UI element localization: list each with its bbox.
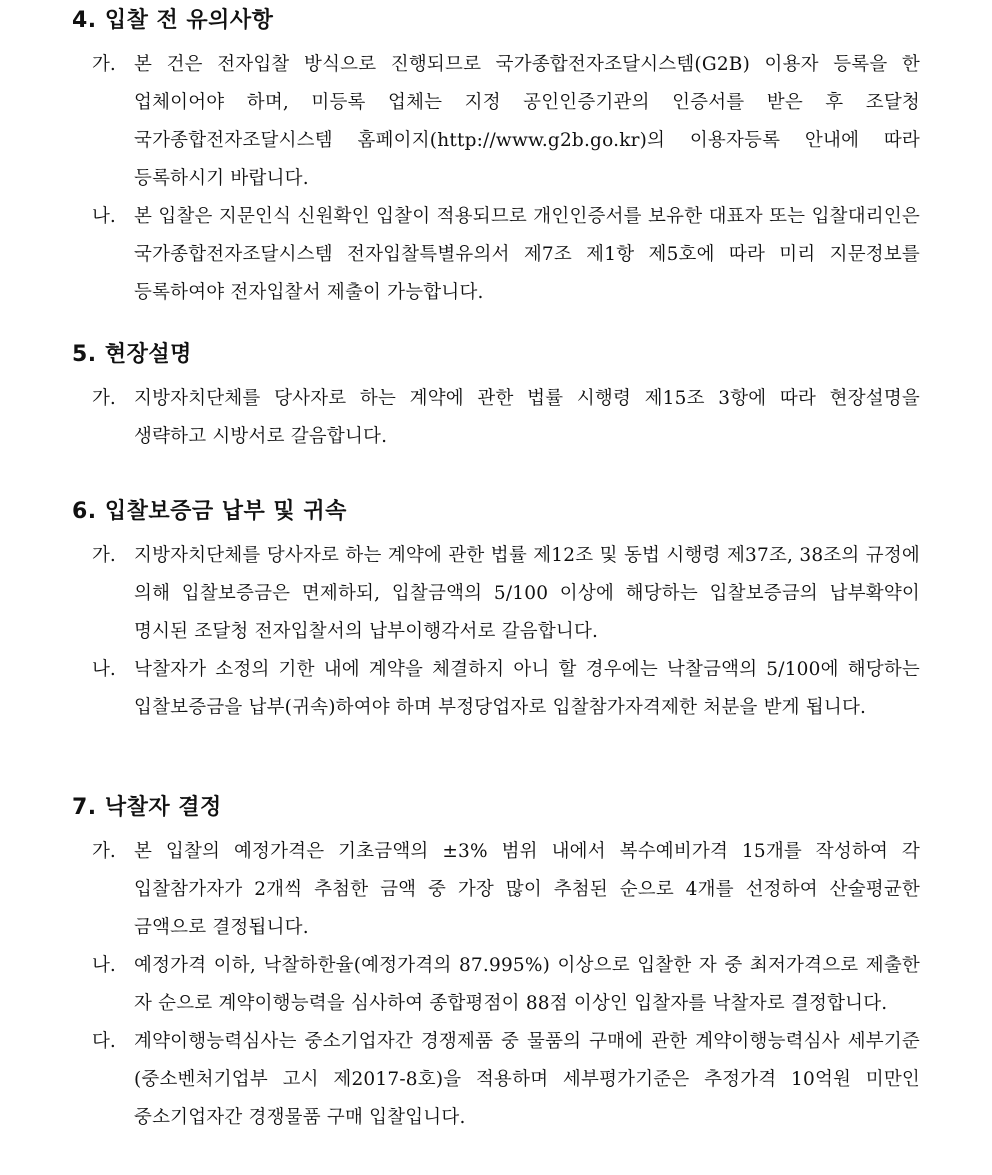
section-title: 4. 입찰 전 유의사항 [72, 8, 274, 33]
section-bid-precautions [0, 6, 992, 312]
list-item [0, 537, 992, 651]
item-text: 예정가격 이하, 낙찰하한율(예정가격의 87.995%) 이상으로 입찰한 자 중 최저가격으로 제출한 자 순으로 계약이행능력을 심사하여 종합평점이 88점 이상인 입찰자를 낙찰자로 결정합니다. [134, 955, 920, 1014]
section-bid-bond [0, 497, 992, 727]
item-marker: 나. [92, 955, 116, 976]
item-marker: 가. [92, 545, 116, 566]
section-title: 7. 낙찰자 결정 [72, 795, 222, 820]
item-text: 계약이행능력심사는 중소기업자간 경쟁제품 중 물품의 구매에 관한 계약이행능력심사 세부기준(중소벤처기업부 고시 제2017-8호)을 적용하며 세부평가기준은 추정가격 10억원 미만인 중소기업자간 경쟁물품 구매 입찰입니다. [134, 1031, 920, 1128]
item-marker: 나. [92, 206, 116, 227]
item-marker: 가. [92, 388, 116, 409]
list-item [0, 380, 992, 456]
item-marker: 나. [92, 659, 116, 680]
list-item [0, 833, 992, 947]
item-marker: 가. [92, 841, 116, 862]
item-text: 지방자치단체를 당사자로 하는 계약에 관한 법률 시행령 제15조 3항에 따라 현장설명을 생략하고 시방서로 갈음합니다. [134, 388, 920, 447]
list-item [0, 651, 992, 727]
section-winner-decision [0, 793, 992, 1137]
item-text: 본 입찰은 지문인식 신원확인 입찰이 적용되므로 개인인증서를 보유한 대표자 또는 입찰대리인은 국가종합전자조달시스템 전자입찰특별유의서 제7조 제1항 제5호에 따라 미리 지문정보를 등록하여야 전자입찰서 제출이 가능합니다. [134, 206, 920, 303]
section-site-briefing [0, 340, 992, 456]
list-item [0, 947, 992, 1023]
item-text: 지방자치단체를 당사자로 하는 계약에 관한 법률 제12조 및 동법 시행령 제37조, 38조의 규정에 의해 입찰보증금은 면제하되, 입찰금액의 5/100 이상에 해당하는 입찰보증금의 납부확약이 명시된 조달청 전자입찰서의 납부이행각서로 갈음합니다. [134, 545, 920, 642]
section-title: 6. 입찰보증금 납부 및 귀속 [72, 499, 347, 524]
list-item [0, 46, 992, 198]
list-item [0, 1023, 992, 1137]
section-title: 5. 현장설명 [72, 342, 192, 367]
item-text: 본 건은 전자입찰 방식으로 진행되므로 국가종합전자조달시스템(G2B) 이용자 등록을 한 업체이어야 하며, 미등록 업체는 지정 공인인증기관의 인증서를 받은 후 조달청 국가종합전자조달시스템 홈페이지(http://www.g2b.go.kr)의 이용자등록 안내에 따라 등록하시기 바랍니다. [134, 54, 920, 189]
list-item [0, 198, 992, 312]
item-text: 본 입찰의 예정가격은 기초금액의 ±3% 범위 내에서 복수예비가격 15개를 작성하여 각 입찰참가자가 2개씩 추첨한 금액 중 가장 많이 추첨된 순으로 4개를 선정하여 산술평균한 금액으로 결정됩니다. [134, 841, 920, 938]
item-text: 낙찰자가 소정의 기한 내에 계약을 체결하지 아니 할 경우에는 낙찰금액의 5/100에 해당하는 입찰보증금을 납부(귀속)하여야 하며 부정당업자로 입찰참가자격제한 처분을 받게 됩니다. [134, 659, 920, 718]
item-marker: 다. [92, 1031, 116, 1052]
item-marker: 가. [92, 54, 116, 75]
